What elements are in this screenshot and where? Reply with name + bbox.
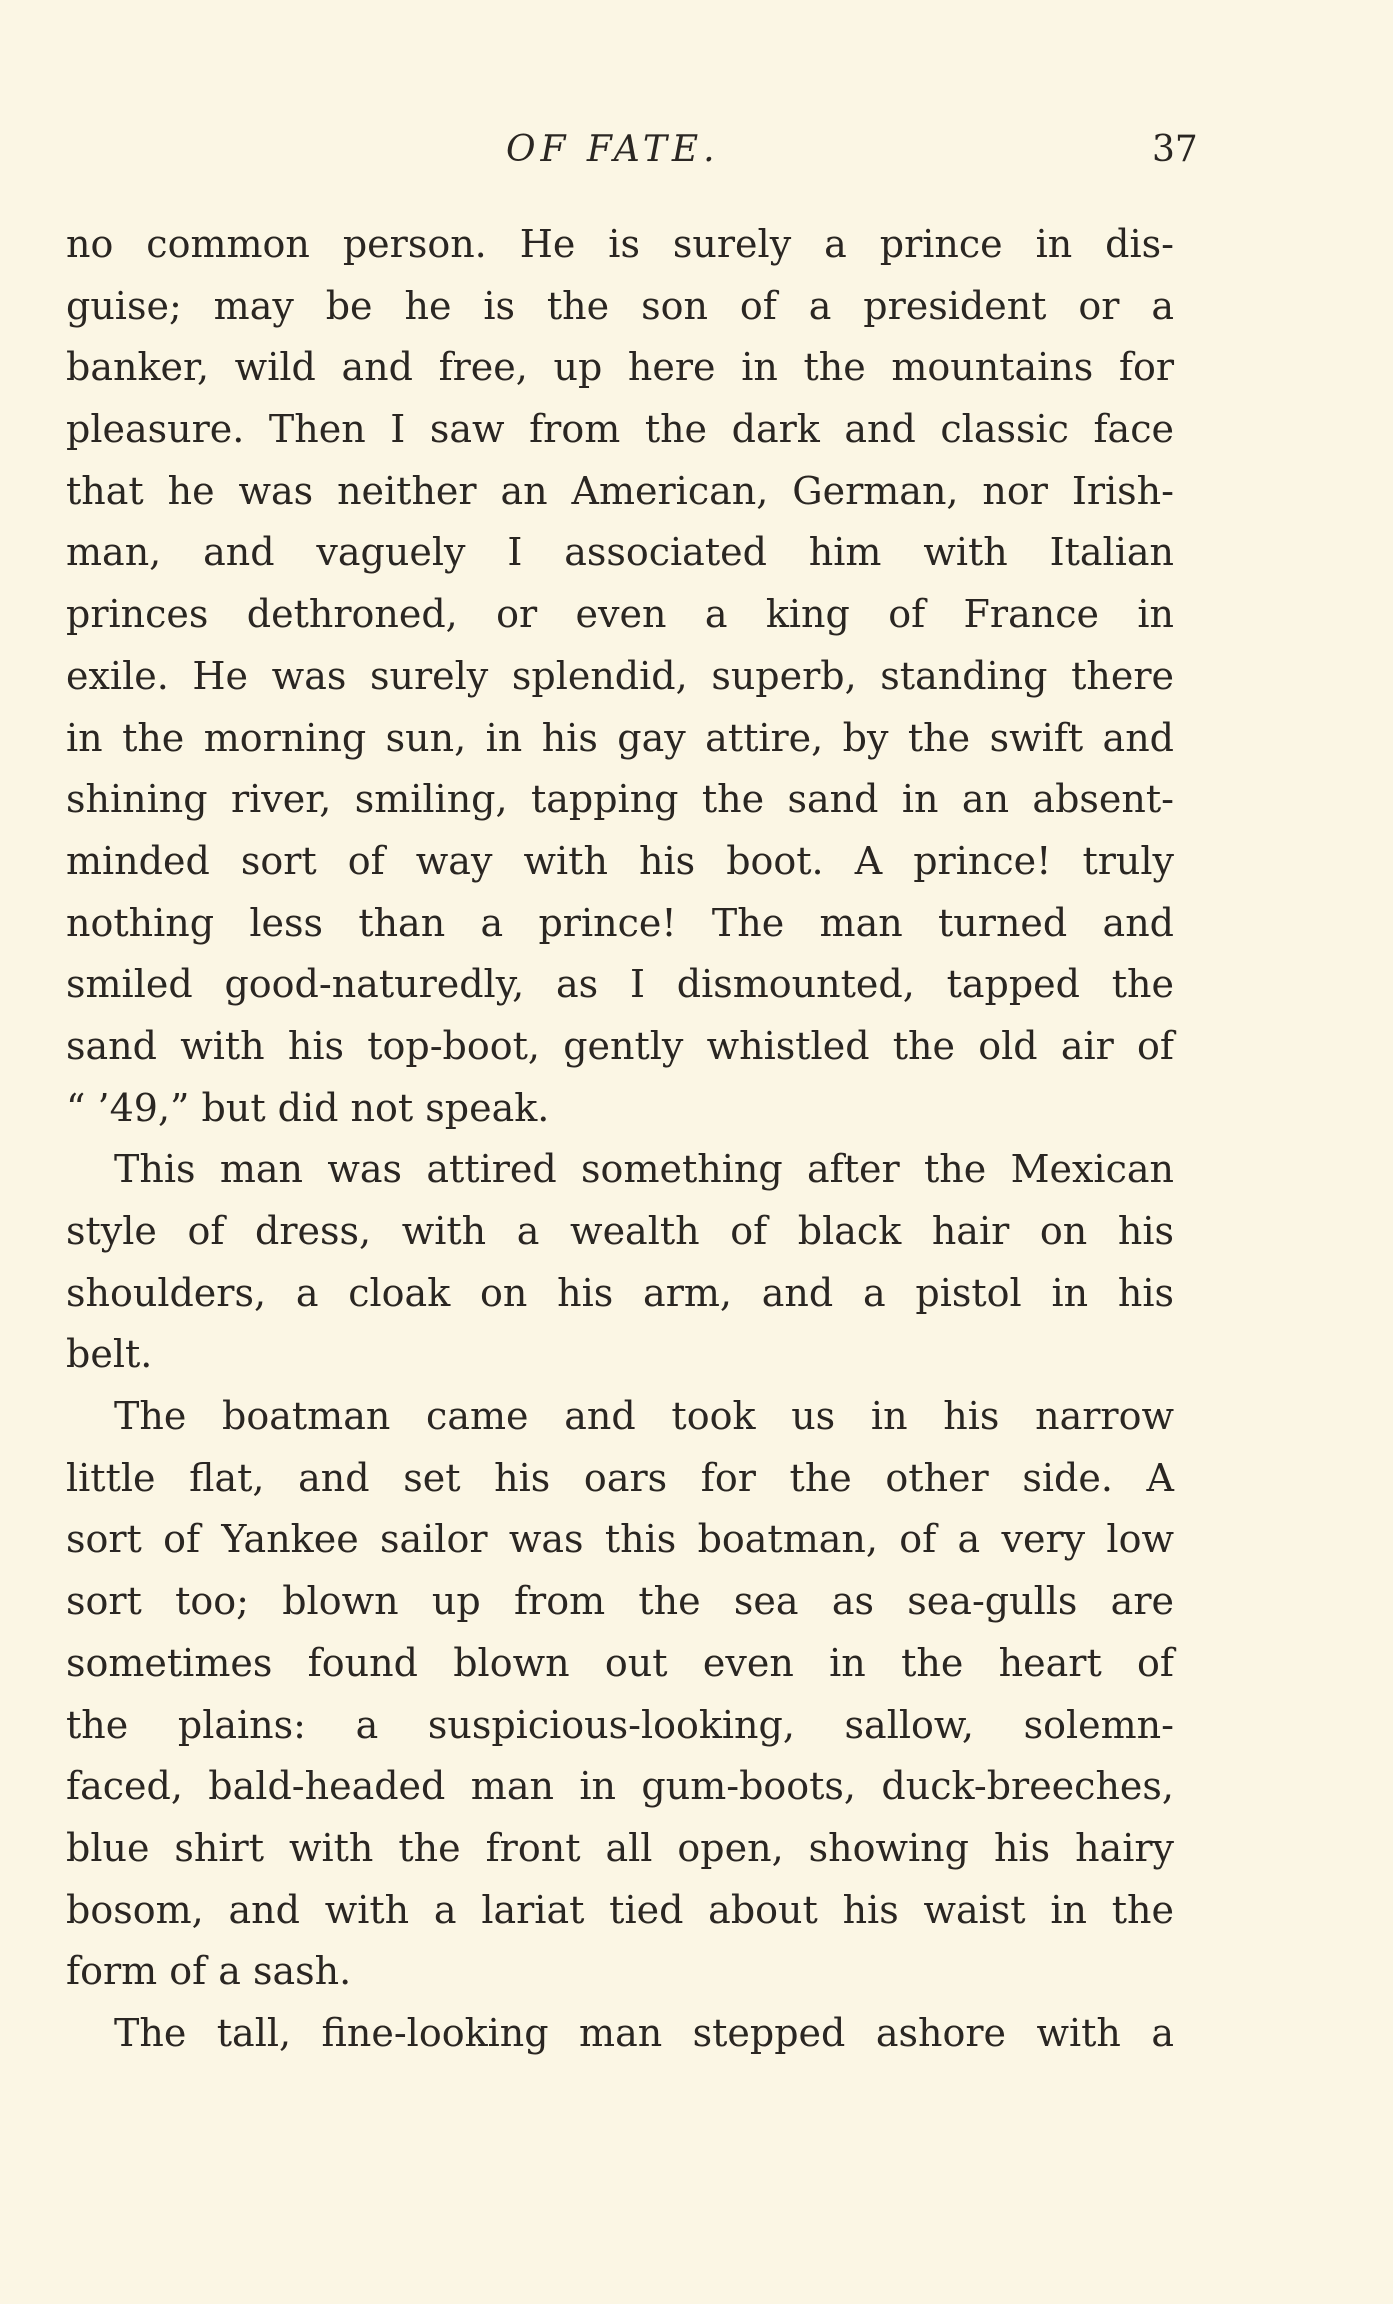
text-line: pleasure. Then I saw from the dark and classic face (66, 407, 1174, 452)
text-line: bosom, and with a lariat tied about his waist in the (66, 1887, 1174, 1932)
text-line: shoulders, a cloak on his arm, and a pistol in his (66, 1270, 1174, 1315)
text-line: shining river, smiling, tapping the sand in an absent- (66, 777, 1174, 822)
text-line: exile. He was surely splendid, superb, standing there (66, 653, 1174, 698)
text-line: sand with his top-boot, gently whistled the old air of (66, 1023, 1174, 1068)
text-line: style of dress, with a wealth of black hair on his (66, 1209, 1174, 1253)
text-line: in the morning sun, in his gay attire, by the swift and (66, 715, 1174, 760)
page-number: 37 (1152, 129, 1198, 170)
text-line: princes dethroned, or even a king of France in (66, 592, 1174, 637)
running-title: OF FATE. (506, 129, 720, 170)
text-line: that he was neither an American, German, nor Irish- (66, 468, 1174, 513)
text-line: blue shirt with the front all open, showing his hairy (66, 1825, 1174, 1870)
text-line: nothing less than a prince! The man turned and (66, 900, 1174, 945)
text-line: belt. (66, 1332, 153, 1377)
text-line: faced, bald-headed man in gum-boots, duck-breeches, (66, 1764, 1174, 1809)
text-line: The boatman came and took us in his narrow (114, 1394, 1174, 1439)
text-line: The tall, fine-looking man stepped ashore with a (114, 2010, 1174, 2055)
text-line: minded sort of way with his boot. A prince! truly (66, 838, 1174, 883)
text-line: banker, wild and free, up here in the mountains for (66, 345, 1174, 390)
text-line: no common person. He is surely a prince in dis- (66, 222, 1174, 266)
text-line: “ ’49,” but did not speak. (66, 1085, 550, 1130)
running-head (0, 122, 1393, 178)
body-text (66, 214, 1174, 2065)
text-line: sometimes found blown out even in the heart of (66, 1640, 1174, 1685)
text-line: smiled good-naturedly, as I dismounted, tapped the (66, 962, 1174, 1007)
text-line: This man was attired something after the Mexican (114, 1147, 1174, 1192)
text-line: sort too; blown up from the sea as sea-gulls are (66, 1579, 1174, 1624)
text-line: form of a sash. (66, 1949, 352, 1994)
text-line: the plains: a suspicious-looking, sallow, solemn- (66, 1702, 1174, 1747)
text-line: man, and vaguely I associated him with Italian (66, 530, 1174, 575)
text-line: sort of Yankee sailor was this boatman, of a very low (66, 1517, 1174, 1562)
text-line: little flat, and set his oars for the other side. A (66, 1455, 1174, 1500)
text-line: guise; may be he is the son of a president or a (66, 283, 1174, 328)
